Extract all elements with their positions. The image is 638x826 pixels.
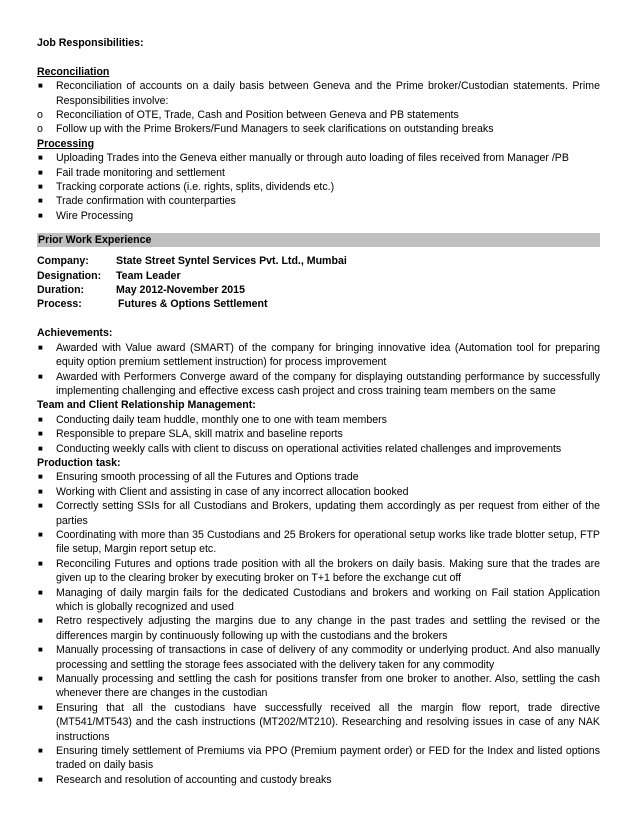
square-bullet-icon: ■	[38, 472, 43, 482]
team-mgmt-list	[37, 413, 600, 456]
list-item: ■ Research and resolution of accounting and custody breaks	[38, 773, 332, 786]
square-bullet-icon: ■	[38, 616, 43, 626]
company-value: State Street Syntel Services Pvt. Ltd., Mumbai	[116, 255, 347, 268]
prior-work-experience-bar: Prior Work Experience	[37, 233, 600, 247]
achievements-heading: Achievements:	[37, 327, 113, 340]
achievements-list	[37, 341, 600, 399]
production-heading: Production task:	[37, 456, 121, 469]
square-bullet-icon: ■	[38, 529, 43, 539]
list-item: ■ Reconciling Futures and options trade position with all the brokers on daily basis. Making sure that the trades are given up to the clearing broker by executing broker on T+1 before the exchange cut off	[38, 557, 600, 585]
designation-label: Designation:	[37, 269, 102, 282]
list-item: ■ Conducting weekly calls with client to discuss on operational activities related challenges and improvements	[38, 442, 562, 455]
square-bullet-icon: ■	[38, 501, 43, 511]
list-item: ■ Reconciliation of accounts on a daily basis between Geneva and the Prime broker/Custodian statements. Prime Responsibilities involve:	[38, 80, 600, 107]
list-item: ■ Correctly setting SSIs for all Custodians and Brokers, updating them accordingly as per request from either of the parties	[38, 500, 600, 527]
list-item: ■ Retro respectively adjusting the margins due to any change in the past trades and settling the revised or the differences margin by continuously following up with the custodians and the brokers	[38, 615, 600, 642]
square-bullet-icon: ■	[38, 342, 43, 352]
list-item: ■ Manually processing and settling the cash for positions transfer from one broker to another. Also, settling the cash whenever there are changes in the custodian	[38, 673, 600, 700]
company-row	[37, 254, 600, 268]
square-bullet-icon: ■	[38, 746, 43, 756]
square-bullet-icon: ■	[38, 429, 43, 439]
reconciliation-heading: Reconciliation	[37, 65, 110, 78]
duration-label: Duration:	[37, 284, 85, 297]
list-item: ■ Uploading Trades into the Geneva either manually or through auto loading of files received from Manager /PB	[38, 152, 569, 165]
designation-value: Team Leader	[116, 269, 181, 282]
square-bullet-icon: ■	[38, 153, 43, 163]
duration-row	[37, 283, 600, 297]
list-item: ■ Manually processing of transactions in case of delivery of any commodity or underlying product. And also manually processing and settling the storage fees associated with the delivery taken for any commodity	[38, 644, 600, 671]
square-bullet-icon: ■	[38, 443, 43, 453]
job-responsibilities-heading: Job Responsibilities:	[37, 37, 144, 49]
square-bullet-icon: ■	[38, 486, 43, 496]
company-label: Company:	[37, 255, 89, 268]
square-bullet-icon: ■	[38, 702, 43, 712]
team-mgmt-heading: Team and Client Relationship Management:	[37, 399, 256, 412]
square-bullet-icon: ■	[38, 167, 43, 177]
processing-heading: Processing	[37, 137, 95, 150]
process-label: Process:	[37, 298, 82, 311]
process-row	[37, 297, 600, 311]
square-bullet-icon: ■	[38, 371, 43, 381]
square-bullet-icon: ■	[38, 645, 43, 655]
list-item: ■ Working with Client and assisting in case of any incorrect allocation booked	[38, 485, 409, 498]
square-bullet-icon: ■	[38, 587, 43, 597]
square-bullet-icon: ■	[38, 774, 43, 784]
list-item: ■ Awarded with Value award (SMART) of the company for bringing innovative idea (Automation tool for preparing equity option premium settlement instruction) for process improvement	[38, 341, 600, 369]
list-item: ■ Ensuring that all the custodians have successfully received all the margin flow report, trade directive (MT541/MT543) and the cash instructions (MT202/MT210). Researching and resolving issues in case of any NAK instructions	[38, 701, 600, 743]
square-bullet-icon: ■	[38, 210, 43, 220]
process-value: Futures & Options Settlement	[118, 298, 268, 311]
square-bullet-icon: ■	[38, 414, 43, 424]
processing-list	[37, 151, 600, 223]
production-list	[37, 470, 600, 787]
square-bullet-icon: ■	[38, 558, 43, 568]
reconciliation-list	[37, 79, 600, 137]
list-item: o Follow up with the Prime Brokers/Fund Managers to seek clarifications on outstanding breaks	[37, 123, 494, 136]
resume-page	[37, 36, 600, 787]
designation-row	[37, 269, 600, 283]
list-item: ■ Fail trade monitoring and settlement	[38, 166, 225, 179]
list-item: ■ Awarded with Performers Converge award of the company for displaying outstanding performance by successfully implementing challenging and effective excess cash project and cross training team members on the same	[38, 370, 600, 397]
square-bullet-icon: ■	[38, 196, 43, 206]
list-item: ■ Responsible to prepare SLA, skill matrix and baseline reports	[38, 428, 343, 441]
list-item: ■ Trade confirmation with counterparties	[38, 195, 236, 208]
square-bullet-icon: ■	[38, 182, 43, 192]
square-bullet-icon: ■	[38, 674, 43, 684]
list-item: ■ Coordinating with more than 35 Custodians and 25 Brokers for operational setup works like trade blotter setup, FTP file setup, Margin report setup etc.	[38, 528, 600, 556]
circle-bullet-icon: o	[37, 123, 43, 136]
duration-value: May 2012-November 2015	[116, 284, 245, 297]
list-item: ■ Ensuring smooth processing of all the Futures and Options trade	[38, 471, 359, 484]
list-item: ■ Wire Processing	[38, 209, 134, 222]
list-item: ■ Tracking corporate actions (i.e. rights, splits, dividends etc.)	[38, 181, 335, 194]
circle-bullet-icon: o	[37, 109, 43, 122]
list-item: ■ Ensuring timely settlement of Premiums via PPO (Premium payment order) or FED for the Index and listed options traded on daily basis	[38, 745, 600, 772]
list-item: ■ Conducting daily team huddle, monthly one to one with team members	[38, 413, 387, 426]
list-item: o Reconciliation of OTE, Trade, Cash and Position between Geneva and PB statements	[37, 109, 459, 122]
square-bullet-icon: ■	[38, 81, 43, 91]
list-item: ■ Managing of daily margin fails for the dedicated Custodians and brokers and working on Fail station Application which is globally recognized and used	[38, 586, 600, 613]
